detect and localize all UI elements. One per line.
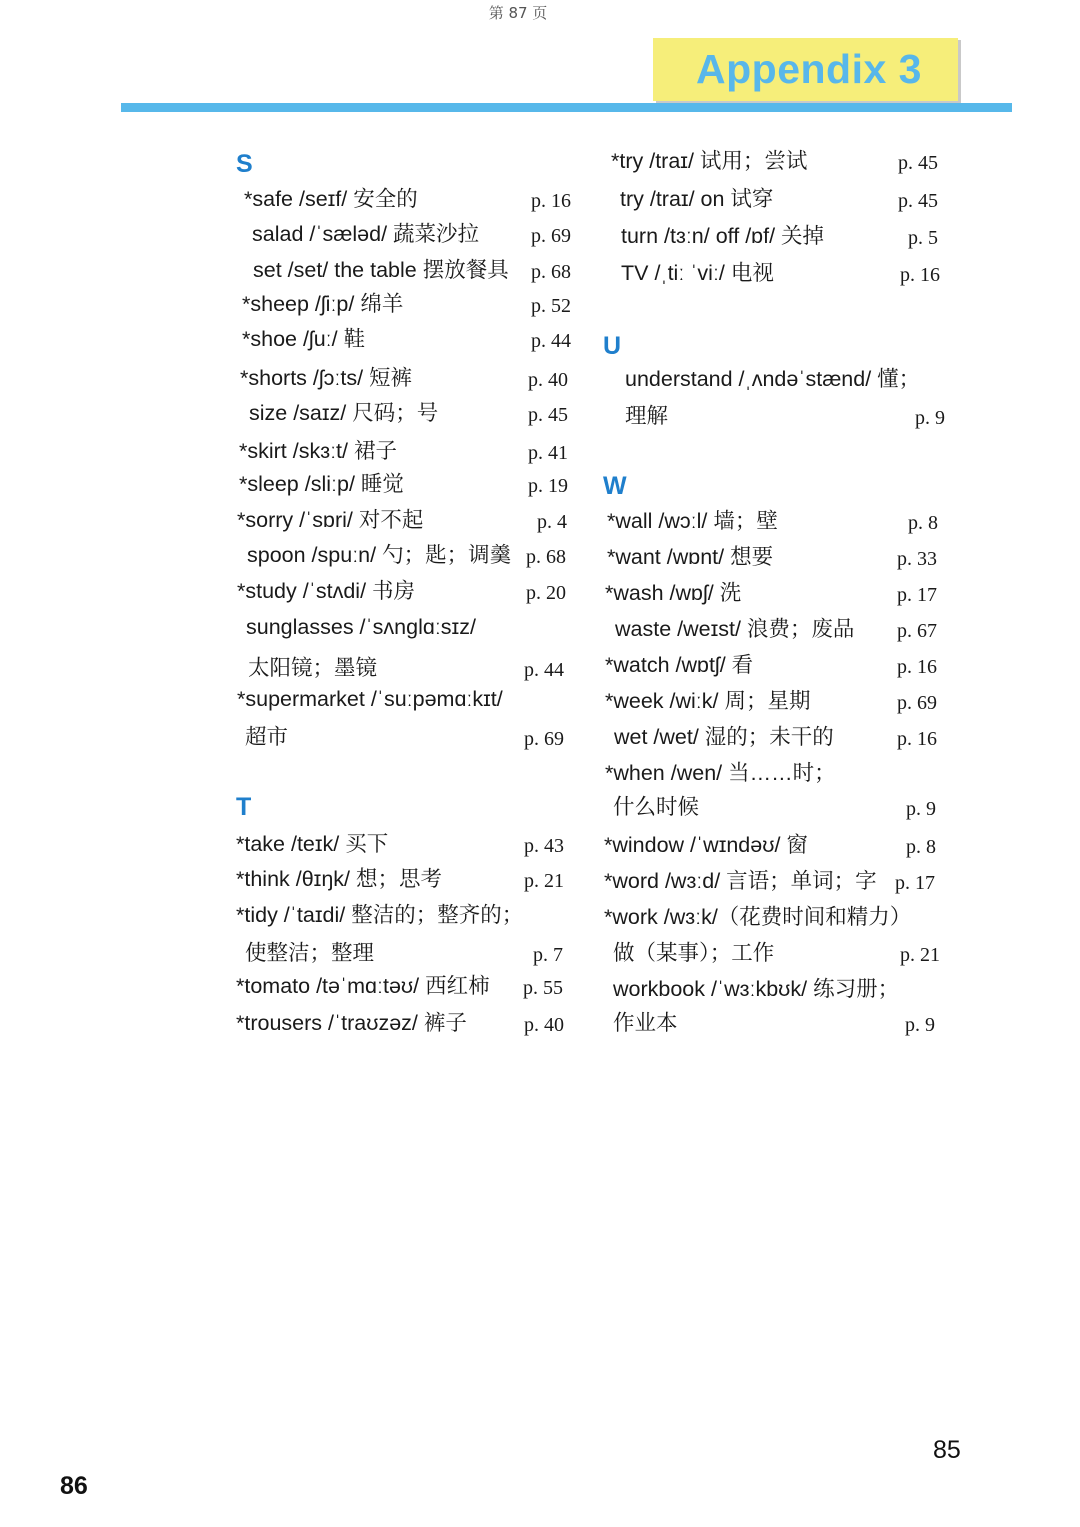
vocab-word: wet /wet/ 湿的；未干的 <box>614 725 834 749</box>
vocab-entry <box>236 971 576 1003</box>
vocab-page-ref: p. 16 <box>900 264 940 286</box>
vocab-entry <box>603 902 948 934</box>
right-page-number: 85 <box>933 1436 961 1464</box>
vocab-entry <box>603 364 948 396</box>
vocab-word: 超市 <box>245 725 289 749</box>
vocab-entry <box>603 506 948 538</box>
vocab-word: *think /θɪŋk/ 想；思考 <box>236 867 442 891</box>
vocab-entry <box>603 830 948 862</box>
vocab-entry <box>236 722 576 754</box>
vocab-entry <box>603 686 948 718</box>
vocab-word: *tomato /təˈmɑːtəʊ/ 西红柿 <box>236 974 490 998</box>
vocab-word: *wash /wɒʃ/ 洗 <box>605 581 742 605</box>
viewer-page-label: 第 87 页 <box>488 4 548 22</box>
vocab-entry <box>603 542 948 574</box>
vocab-page-ref: p. 44 <box>524 659 564 681</box>
vocab-entry <box>236 184 576 216</box>
section-letter-t: T <box>236 793 252 821</box>
vocab-entry <box>603 758 948 790</box>
vocab-page-ref: p. 9 <box>915 407 945 429</box>
vocab-page-ref: p. 41 <box>528 442 568 464</box>
vocab-entry <box>603 401 948 433</box>
vocab-entry <box>236 900 576 932</box>
vocab-entry <box>236 255 576 287</box>
vocab-word: *supermarket /ˈsuːpəmɑːkɪt/ <box>237 687 503 711</box>
appendix-title: Appendix 3 <box>696 46 922 92</box>
vocab-word: 做（某事）；工作 <box>613 941 775 965</box>
vocab-entry <box>603 792 948 824</box>
vocab-entry <box>236 219 576 251</box>
vocab-page-ref: p. 16 <box>897 728 937 750</box>
vocab-word: *trousers /ˈtraʊzəz/ 裤子 <box>236 1011 467 1035</box>
vocab-word: *watch /wɒtʃ/ 看 <box>605 653 754 677</box>
section-letter-w: W <box>603 472 627 500</box>
vocab-entry <box>236 829 576 861</box>
vocab-entry <box>236 684 576 716</box>
vocab-entry <box>236 1008 576 1040</box>
vocab-page-ref: p. 69 <box>897 692 937 714</box>
vocab-entry <box>236 653 576 685</box>
vocab-entry <box>603 1008 948 1040</box>
vocab-word: *study /ˈstʌdi/ 书房 <box>237 579 416 603</box>
vocab-entry <box>603 258 948 290</box>
vocab-page-ref: p. 40 <box>524 1014 564 1036</box>
vocab-page-ref: p. 55 <box>523 977 563 999</box>
vocab-word: *want /wɒnt/ 想要 <box>607 545 774 569</box>
section-letter-u: U <box>603 332 622 360</box>
vocab-entry <box>236 398 576 430</box>
vocab-word: 作业本 <box>613 1011 678 1035</box>
vocab-entry <box>603 146 948 178</box>
vocab-page-ref: p. 16 <box>531 190 571 212</box>
vocab-page-ref: p. 20 <box>526 582 566 604</box>
section-letter-s: S <box>236 150 253 178</box>
vocab-entry <box>236 436 576 468</box>
vocab-page-ref: p. 8 <box>906 836 936 858</box>
vocab-page-ref: p. 52 <box>531 295 571 317</box>
vocab-word: 理解 <box>625 404 669 428</box>
vocab-entry <box>236 469 576 501</box>
vocab-entry <box>603 614 948 646</box>
vocab-entry <box>603 938 948 970</box>
vocab-page-ref: p. 45 <box>898 152 938 174</box>
vocab-word: *week /wiːk/ 周；星期 <box>605 689 811 713</box>
vocab-entry <box>236 540 576 572</box>
vocab-word: *try /traɪ/ 试用；尝试 <box>611 149 808 173</box>
vocab-entry <box>603 650 948 682</box>
vocab-page-ref: p. 69 <box>524 728 564 750</box>
vocab-entry <box>603 184 948 216</box>
vocab-entry <box>603 866 948 898</box>
header-rule <box>121 103 1012 112</box>
vocab-entry <box>236 938 576 970</box>
vocab-word: *tidy /ˈtaɪdi/ 整洁的；整齐的； <box>236 903 524 927</box>
vocab-word: *wall /wɔːl/ 墙；壁 <box>607 509 778 533</box>
vocab-word: waste /weɪst/ 浪费；废品 <box>615 617 855 641</box>
vocab-page-ref: p. 7 <box>533 944 563 966</box>
vocab-word: *sheep /ʃiːp/ 绵羊 <box>242 292 404 316</box>
vocab-entry <box>236 289 576 321</box>
vocab-word: *safe /seɪf/ 安全的 <box>244 187 418 211</box>
vocab-word: sunglasses /ˈsʌnglɑːsɪz/ <box>246 615 476 639</box>
vocab-word: *window /ˈwɪndəʊ/ 窗 <box>604 833 808 857</box>
vocab-entry <box>236 324 576 356</box>
vocab-page-ref: p. 21 <box>524 870 564 892</box>
vocab-word: try /traɪ/ on 试穿 <box>620 187 774 211</box>
vocab-page-ref: p. 45 <box>528 404 568 426</box>
vocab-word: spoon /spuːn/ 勺；匙；调羹 <box>247 543 512 567</box>
vocab-page-ref: p. 45 <box>898 190 938 212</box>
vocab-entry <box>603 578 948 610</box>
vocab-entry <box>236 576 576 608</box>
vocab-page-ref: p. 16 <box>897 656 937 678</box>
vocab-page-ref: p. 17 <box>897 584 937 606</box>
vocab-page-ref: p. 19 <box>528 475 568 497</box>
vocab-page-ref: p. 67 <box>897 620 937 642</box>
vocab-word: 什么时候 <box>613 795 700 819</box>
vocab-word: salad /ˈsæləd/ 蔬菜沙拉 <box>252 222 480 246</box>
vocab-entry <box>236 505 576 537</box>
vocab-page-ref: p. 68 <box>526 546 566 568</box>
vocab-word: set /set/ the table 摆放餐具 <box>253 258 509 282</box>
vocab-word: *sleep /sliːp/ 睡觉 <box>239 472 404 496</box>
vocab-word: understand /ˌʌndəˈstænd/ 懂； <box>625 367 921 391</box>
vocab-word: workbook /ˈwɜːkbʊk/ 练习册； <box>613 977 900 1001</box>
vocab-page-ref: p. 21 <box>900 944 940 966</box>
vocab-word: 太阳镜；墨镜 <box>248 656 378 680</box>
vocab-page-ref: p. 43 <box>524 835 564 857</box>
vocab-page-ref: p. 40 <box>528 369 568 391</box>
vocab-page-ref: p. 5 <box>908 227 938 249</box>
vocab-page-ref: p. 33 <box>897 548 937 570</box>
vocab-word: *shorts /ʃɔːts/ 短裤 <box>240 366 413 390</box>
vocab-word: *shoe /ʃuː/ 鞋 <box>242 327 366 351</box>
vocab-entry <box>236 864 576 896</box>
vocab-word: *take /teɪk/ 买下 <box>236 832 389 856</box>
vocab-word: *sorry /ˈsɒri/ 对不起 <box>237 508 424 532</box>
vocab-word: *work /wɜːk/（花费时间和精力） <box>604 905 912 929</box>
vocab-page-ref: p. 4 <box>537 511 567 533</box>
left-page-number: 86 <box>60 1472 88 1500</box>
vocab-entry <box>603 221 948 253</box>
vocab-word: 使整洁；整理 <box>245 941 375 965</box>
vocab-entry <box>236 363 576 395</box>
vocab-word: TV /ˌtiː ˈviː/ 电视 <box>621 261 774 285</box>
vocab-word: size /saɪz/ 尺码；号 <box>249 401 439 425</box>
vocab-page-ref: p. 68 <box>531 261 571 283</box>
vocab-entry <box>603 974 948 1006</box>
vocab-page-ref: p. 17 <box>895 872 935 894</box>
vocab-page-ref: p. 44 <box>531 330 571 352</box>
vocab-page-ref: p. 69 <box>531 225 571 247</box>
vocab-page-ref: p. 9 <box>905 1014 935 1036</box>
vocab-entry <box>603 722 948 754</box>
vocab-page-ref: p. 8 <box>908 512 938 534</box>
vocab-word: *when /wen/ 当……时； <box>605 761 836 785</box>
vocab-word: *word /wɜːd/ 言语；单词；字 <box>604 869 877 893</box>
vocab-word: turn /tɜːn/ off /ɒf/ 关掉 <box>621 224 825 248</box>
vocab-word: *skirt /skɜːt/ 裙子 <box>239 439 397 463</box>
vocab-entry <box>236 612 576 644</box>
vocab-page-ref: p. 9 <box>906 798 936 820</box>
